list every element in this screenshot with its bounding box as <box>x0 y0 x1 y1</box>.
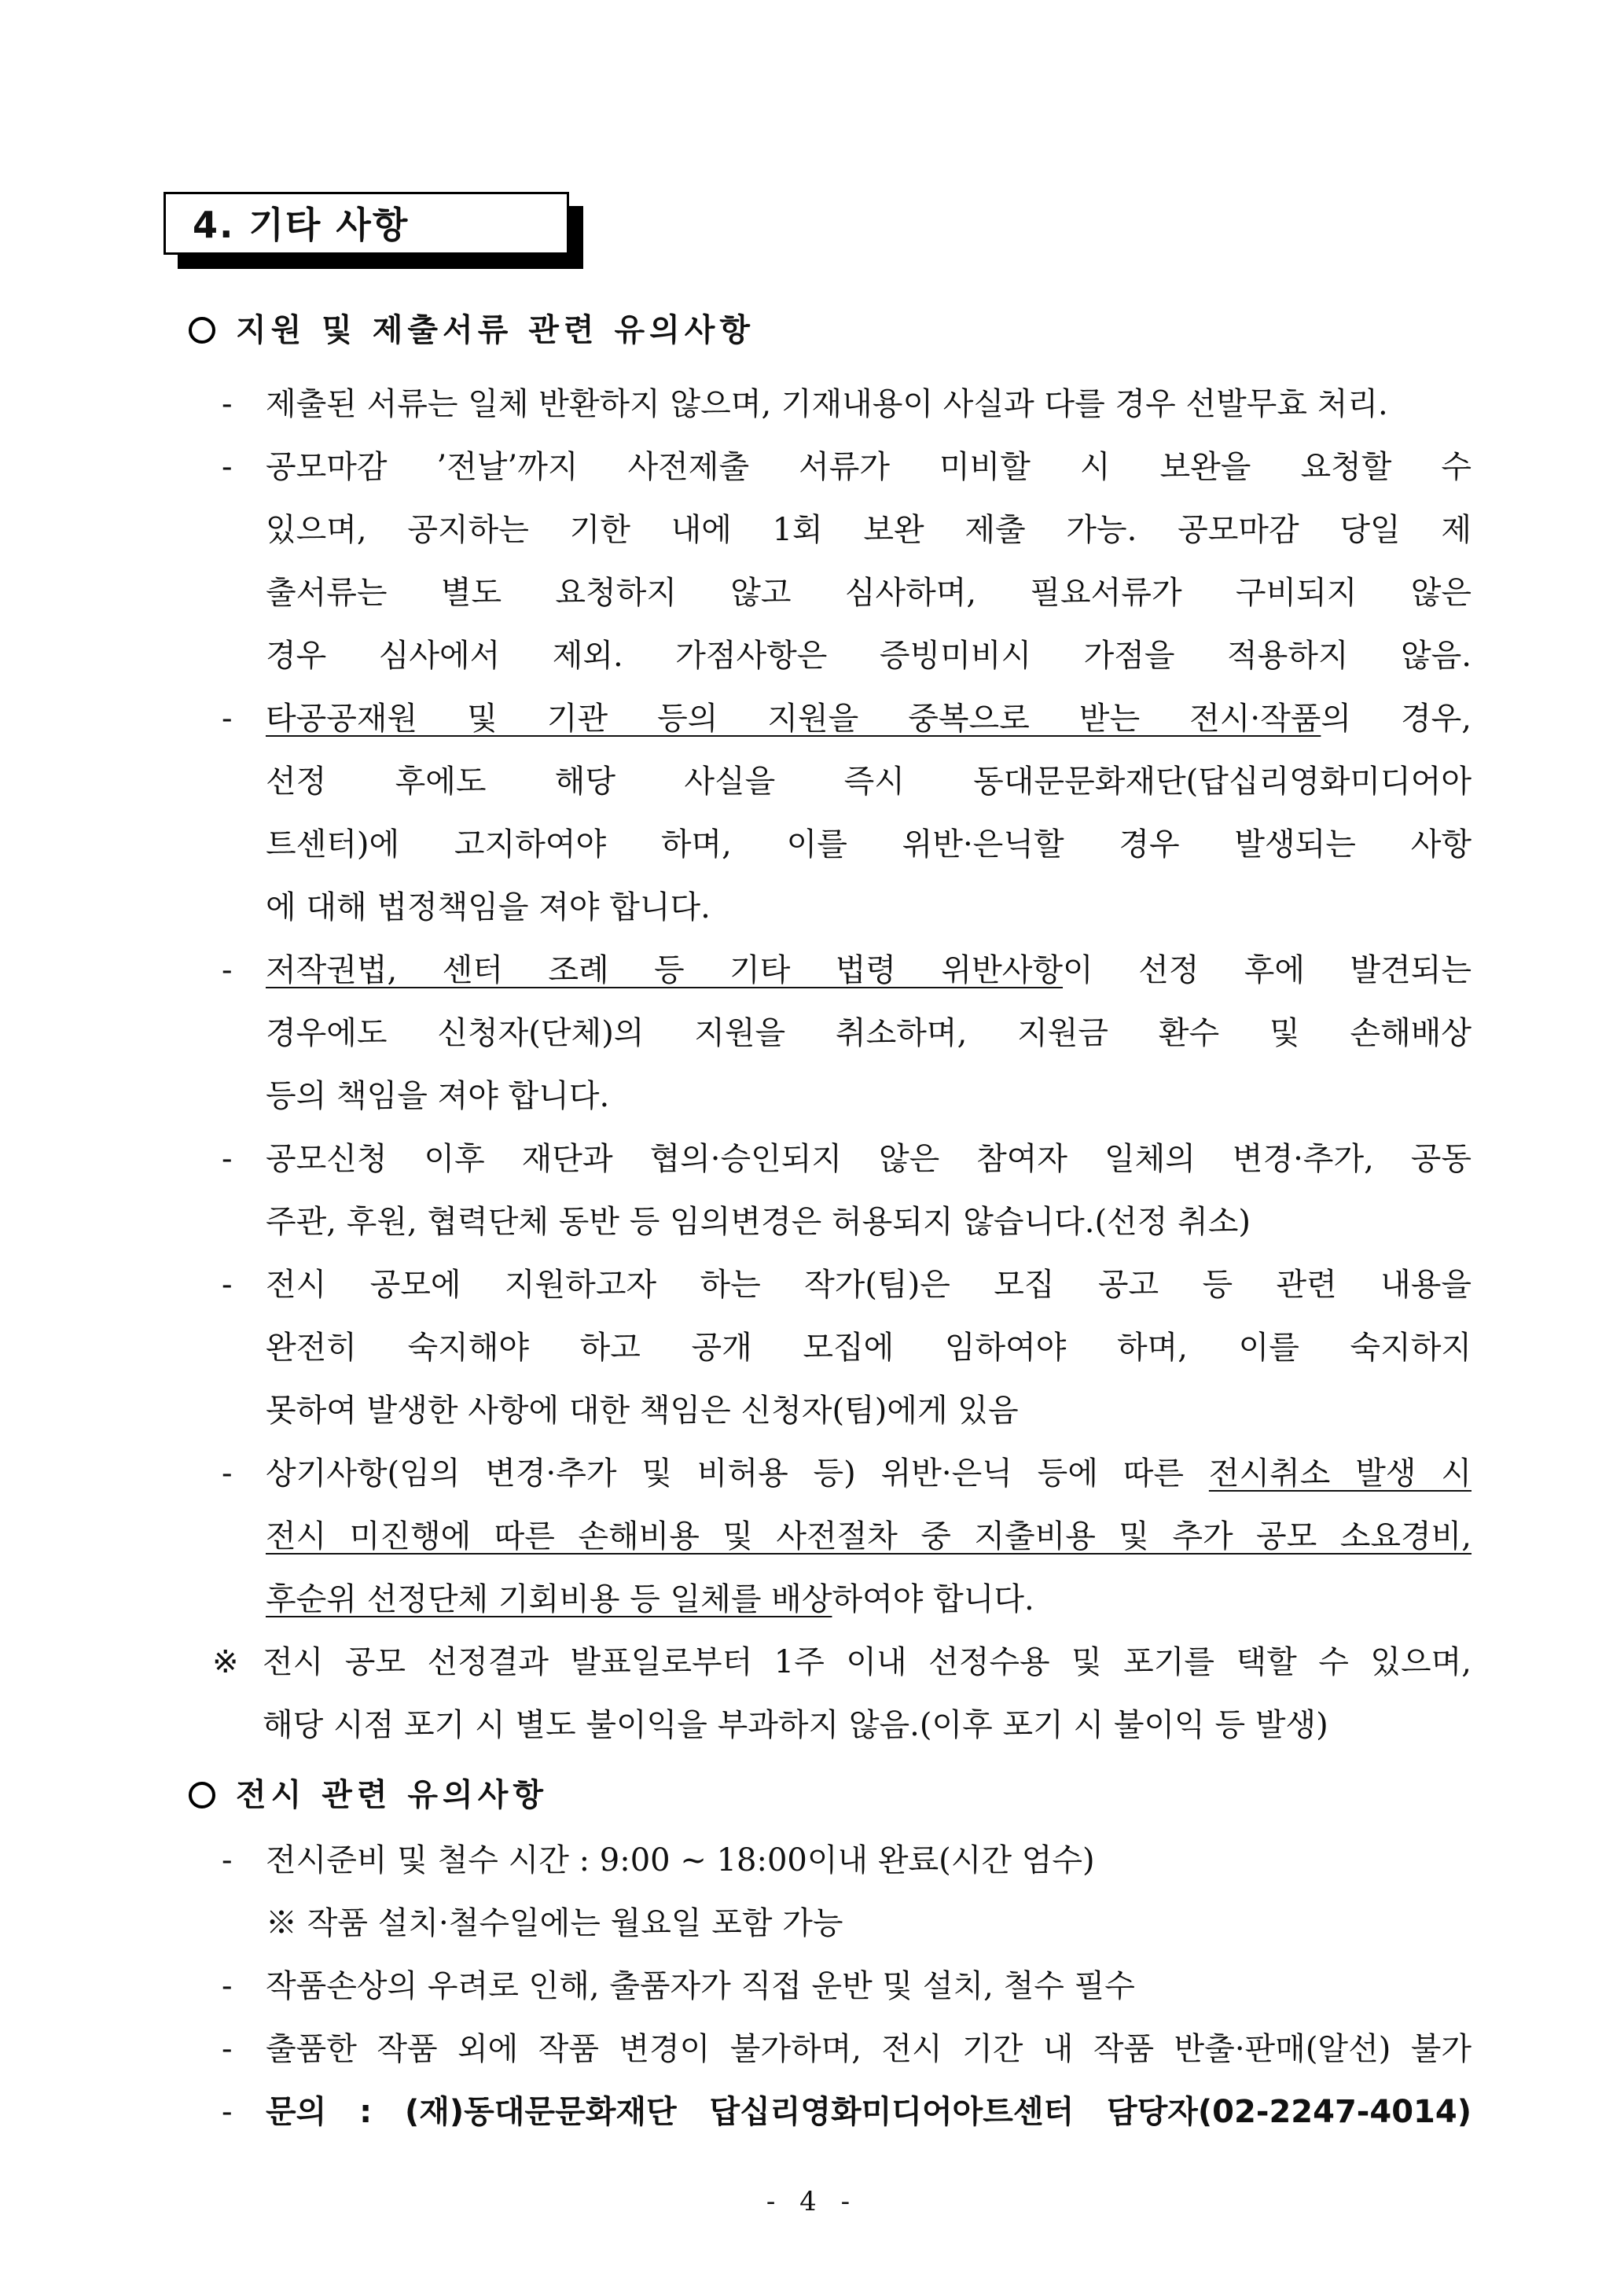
list-item: - 출품한 작품 외에 작품 변경이 불가하며, 전시 기간 내 작품 반출·판매(알선) 불가 <box>222 2031 1472 2067</box>
list-item: - 전시준비 및 철수 시간 : 9:00 ~ 18:00이내 완료(시간 엄수) ※ 작품 설치·철수일에는 월요일 포함 가능 <box>222 1842 1095 1941</box>
section1-title: 지원 및 제출서류 관련 유의사항 <box>189 311 755 350</box>
list-item: - 상기사항(임의 변경·추가 및 비허용 등) 위반·은닉 등에 따른 전시취소 발생 시 전시 미진행에 따른 손해비용 및 사전절차 중 지출비용 및 추가 공모 소요경비, 후순위 선정단체 기회비용 등 일체를 배상하여야 합니다. <box>222 1455 1472 1617</box>
section-heading-box <box>164 192 569 255</box>
contact-item: - 문의 : (재)동대문문화재단 답십리영화미디어아트센터 담당자(02-2247-4014) <box>222 2094 1472 2130</box>
list-item: - 작품손상의 우려로 인해, 출품자가 직접 운반 및 설치, 철수 필수 <box>222 1968 1135 2004</box>
circle-bullet-icon <box>189 1782 215 1808</box>
underlined-text: 전시취소 발생 시 <box>1208 1455 1472 1492</box>
note: ※ 전시 공모 선정결과 발표일로부터 1주 이내 선정수용 및 포기를 택할 수 있으며, 해당 시점 포기 시 별도 불이익을 부과하지 않음.(이후 포기 시 불이익 등 발생) <box>212 1631 1472 1757</box>
underlined-text: 전시 미진행에 따른 손해비용 및 사전절차 중 지출비용 및 추가 공모 소요경비, <box>266 1518 1472 1555</box>
list-item: - 공모신청 이후 재단과 협의·승인되지 않은 참여자 일체의 변경·추가, 공동 주관, 후원, 협력단체 동반 등 임의변경은 허용되지 않습니다.(선정 취소) <box>222 1141 1472 1240</box>
section-heading: 4. 기타 사항 <box>193 204 410 246</box>
list-item: - 타공공재원 및 기관 등의 지원을 중복으로 받는 전시·작품의 경우, 선정 후에도 해당 사실을 즉시 동대문문화재단(답십리영화미디어아 트센터)에 고지하여야 하며, 이를 위반·은닉할 경우 발생되는 사항 에 대해 법정책임을 져야 합니다. <box>222 701 1472 925</box>
list-item: - 전시 공모에 지원하고자 하는 작가(팀)은 모집 공고 등 관련 내용을 완전히 숙지해야 하고 공개 모집에 임하여야 하며, 이를 숙지하지 못하여 발생한 사항에 대한 책임은 신청자(팀)에게 있음 <box>222 1267 1472 1429</box>
underlined-text: 타공공재원 및 기관 등의 지원을 중복으로 받는 전시·작품 <box>266 701 1321 737</box>
circle-bullet-icon <box>189 317 215 344</box>
list-item: - 공모마감 ’전날’까지 사전제출 서류가 미비할 시 보완을 요청할 수 있으며, 공지하는 기한 내에 1회 보완 제출 가능. 공모마감 당일 제 출서류는 별도 요청하지 않고 심사하며, 필요서류가 구비되지 않은 경우 심사에서 제외. 가점사항은 증빙미비시 가점을 적용하지 않음. <box>222 449 1472 674</box>
page-number: - 4 - <box>766 2186 858 2217</box>
list-item: - 저작권법, 센터 조례 등 기타 법령 위반사항이 선정 후에 발견되는 경우에도 신청자(단체)의 지원을 취소하며, 지원금 환수 및 손해배상 등의 책임을 져야 합니다. <box>222 952 1472 1114</box>
reference-mark-icon: ※ <box>212 1644 239 1680</box>
section2-title: 전시 관련 유의사항 <box>189 1775 548 1815</box>
list-item: - 제출된 서류는 일체 반환하지 않으며, 기재내용이 사실과 다를 경우 선발무효 처리. <box>222 386 1388 422</box>
underlined-text: 저작권법, 센터 조례 등 기타 법령 위반사항 <box>266 952 1064 988</box>
underlined-text: 후순위 선정단체 기회비용 등 일체를 배상 <box>266 1581 832 1617</box>
